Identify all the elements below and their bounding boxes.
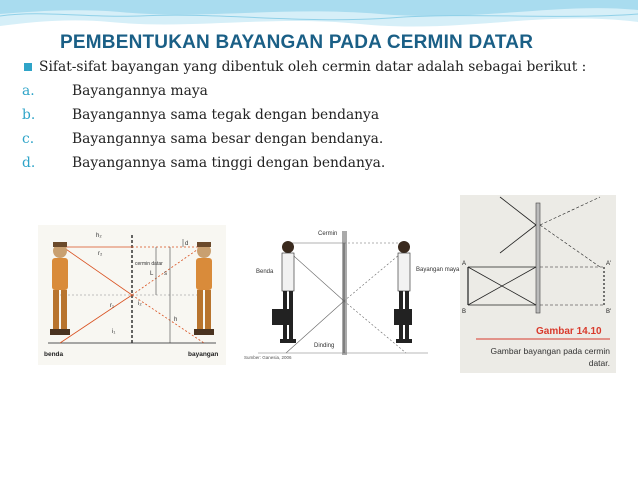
label-L: L xyxy=(150,271,154,277)
figure1-diagram xyxy=(38,225,226,365)
label-i1: i₁ xyxy=(112,329,116,335)
label-mirror: cermin datar xyxy=(135,261,163,267)
label-mirror: Cermin xyxy=(318,231,338,237)
intro-text: Sifat-sifat bayangan yang dibentuk oleh cermin datar adalah sebagai berikut : xyxy=(39,59,587,75)
label-h: h xyxy=(174,317,178,323)
list-marker: c. xyxy=(22,131,35,147)
label-source: Sumber: Ganesia, 2006 xyxy=(244,355,292,360)
label-object: benda xyxy=(44,351,64,358)
label-object: Benda xyxy=(256,269,274,275)
list-marker: a. xyxy=(22,83,35,99)
label-r2: r₂ xyxy=(98,251,103,257)
label-A: A xyxy=(462,261,467,267)
label-wall: Dinding xyxy=(314,343,335,349)
figure-mirror-children xyxy=(38,225,226,365)
list-item xyxy=(22,154,622,173)
list-item xyxy=(22,82,622,101)
label-s: s xyxy=(164,271,167,277)
list-marker: d. xyxy=(22,155,36,171)
caption-text: Gambar bayangan pada cermin datar. xyxy=(490,346,610,368)
label-d: d xyxy=(185,241,189,247)
list-marker: b. xyxy=(22,107,36,123)
intro-bullet xyxy=(22,58,622,77)
slide-title: PEMBENTUKAN BAYANGAN PADA CERMIN DATAR xyxy=(60,32,534,53)
figure2-diagram xyxy=(238,225,460,365)
label-h2: h₂ xyxy=(96,233,102,239)
list-item-text: Bayangannya sama tinggi dengan bendanya. xyxy=(72,155,386,171)
list-item-text: Bayangannya sama tegak dengan bendanya xyxy=(72,107,380,123)
caption-title: Gambar 14.10 xyxy=(536,326,602,337)
list-item-text: Bayangannya maya xyxy=(72,83,208,99)
label-B: B xyxy=(462,309,467,315)
figure-girl-mirror xyxy=(238,225,460,365)
label-B-prime: B' xyxy=(606,309,612,315)
list-item-text: Bayangannya sama besar dengan bendanya. xyxy=(72,131,384,147)
list-item xyxy=(22,130,622,149)
list-item xyxy=(22,106,622,125)
bullet-square-icon xyxy=(24,63,32,71)
label-i2: i₂ xyxy=(138,301,142,307)
slide-body xyxy=(22,58,622,173)
label-r1: r₁ xyxy=(110,303,115,309)
label-A-prime: A' xyxy=(606,261,612,267)
label-image: bayangan xyxy=(188,351,219,358)
label-image: Bayangan maya xyxy=(416,267,460,273)
figure-ray-diagram xyxy=(460,195,616,373)
